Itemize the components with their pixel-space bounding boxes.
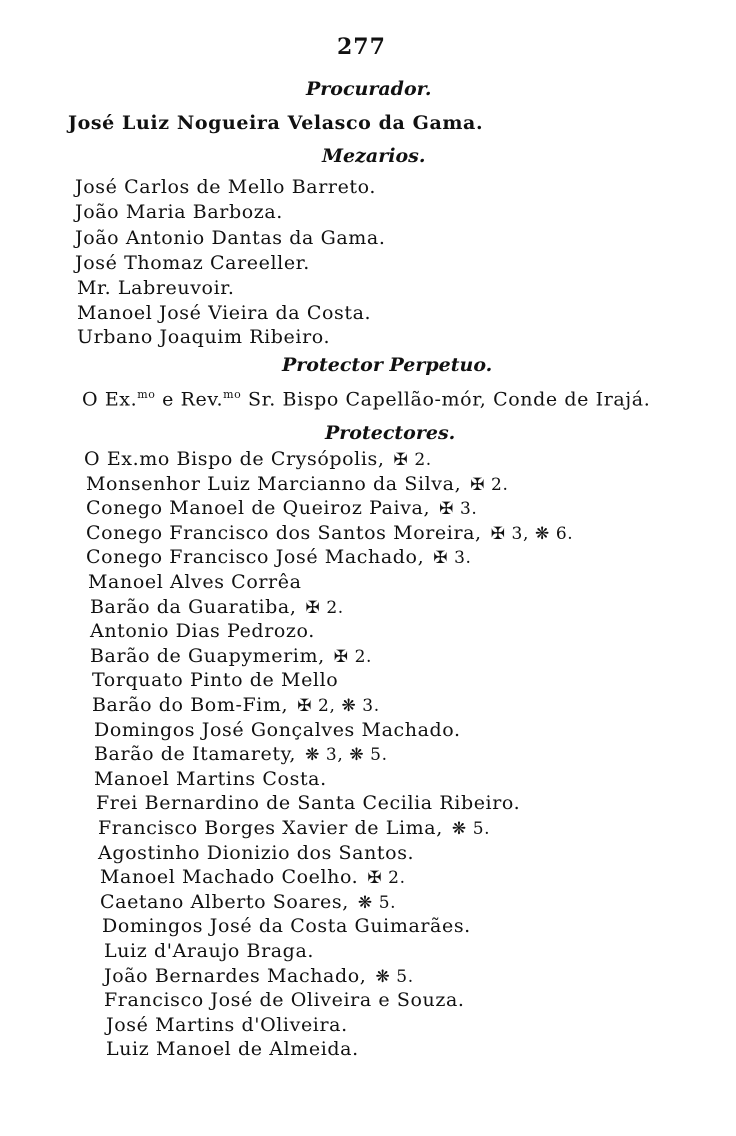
protector-entry — [92, 669, 338, 691]
protector-entry — [90, 645, 375, 667]
protector-entry — [94, 768, 327, 790]
protector-entry — [86, 522, 576, 544]
order-insignia-icon: ❋ 5. — [445, 819, 491, 839]
protector-name: Conego Manoel de Queiroz Paiva, — [86, 497, 431, 519]
protector-name: Agostinho Dionizio dos Santos. — [98, 842, 415, 864]
protector-entry — [86, 546, 475, 568]
protector-name: Antonio Dias Pedrozo. — [90, 620, 315, 642]
procurador-name: José Luiz Nogueira Velasco da Gama. — [68, 112, 484, 134]
order-insignia-icon: ✠ 2. — [361, 868, 406, 888]
protector-name: Luiz Manoel de Almeida. — [106, 1038, 359, 1060]
mezario-name: José Carlos de Mello Barreto. — [75, 176, 376, 198]
heading-protectores: Protectores. — [325, 422, 456, 444]
protector-entry — [104, 965, 417, 987]
mezario-name: Manoel José Vieira da Costa. — [77, 302, 372, 324]
order-insignia-icon: ✠ 2. — [464, 475, 509, 495]
mezario-name: Mr. Labreuvoir. — [77, 277, 235, 299]
mezario-name: José Thomaz Careeller. — [75, 252, 310, 274]
protector-entry — [96, 792, 520, 814]
protector-entry — [104, 989, 465, 1011]
protector-entry — [94, 719, 461, 741]
protector-name: Manoel Alves Corrêa — [88, 571, 302, 593]
protector-name: Luiz d'Araujo Braga. — [104, 940, 315, 962]
protector-entry — [106, 1038, 359, 1060]
protector-name: Manoel Martins Costa. — [94, 768, 327, 790]
order-insignia-icon: ✠ 3, ❋ 6. — [484, 524, 574, 544]
protector-name: Caetano Alberto Soares, — [100, 891, 349, 913]
heading-mezarios: Mezarios. — [322, 145, 426, 167]
order-insignia-icon: ❋ 3, ❋ 5. — [299, 745, 388, 765]
protector-name: Monsenhor Luiz Marcianno da Silva, — [86, 473, 462, 495]
order-insignia-icon: ❋ 5. — [351, 893, 397, 913]
protector-entry — [100, 891, 399, 913]
protector-entry — [92, 694, 383, 716]
protector-name: Domingos José da Costa Guimarães. — [102, 915, 471, 937]
mezario-name: João Maria Barboza. — [75, 201, 283, 223]
protector-entry — [86, 497, 480, 519]
protector-entry — [84, 448, 435, 470]
mezario-name: Urbano Joaquim Ribeiro. — [77, 326, 331, 348]
protector-entry — [94, 743, 391, 765]
protector-name: Barão de Itamarety, — [94, 743, 297, 765]
protector-name: Barão do Bom-Fim, — [92, 694, 289, 716]
protector-name: Conego Francisco dos Santos Moreira, — [86, 522, 482, 544]
order-insignia-icon: ✠ 3. — [427, 548, 472, 568]
page-number: 277 — [337, 34, 386, 60]
protector-name: Francisco Borges Xavier de Lima, — [98, 817, 443, 839]
protector-name: O Ex.mo Bispo de Crysópolis, — [84, 448, 385, 470]
protector-name: Barão de Guapymerim, — [90, 645, 325, 667]
protector-entry — [106, 1014, 348, 1036]
protector-name: José Martins d'Oliveira. — [106, 1014, 348, 1036]
protector-entry — [88, 571, 302, 593]
protector-entry — [98, 817, 493, 839]
order-insignia-icon: ✠ 2, ❋ 3. — [291, 696, 380, 716]
order-insignia-icon: ✠ 2. — [387, 450, 432, 470]
protector-entry — [90, 620, 315, 642]
protector-name: Torquato Pinto de Mello — [92, 669, 339, 691]
protector-name: Domingos José Gonçalves Machado. — [94, 719, 461, 741]
protector-name: Barão da Guaratiba, — [90, 596, 297, 618]
order-insignia-icon: ✠ 3. — [433, 499, 478, 519]
protector-entry — [98, 842, 414, 864]
protector-entry — [86, 473, 511, 495]
heading-protector-perpetuo: Protector Perpetuo. — [282, 354, 493, 376]
protector-entry — [102, 915, 471, 937]
mezario-name: João Antonio Dantas da Gama. — [75, 227, 386, 249]
protector-name: João Bernardes Machado, — [104, 965, 367, 987]
protector-name: Frei Bernardino de Santa Cecilia Ribeiro. — [96, 792, 521, 814]
heading-procurador: Procurador. — [306, 78, 432, 100]
protector-name: Manoel Machado Coelho. — [100, 866, 359, 888]
order-insignia-icon: ❋ 5. — [369, 967, 414, 987]
protector-entry — [90, 596, 347, 618]
protector-name: Conego Francisco José Machado, — [86, 546, 425, 568]
protector-entry — [104, 940, 314, 962]
protector-name: Francisco José de Oliveira e Souza. — [104, 989, 465, 1011]
order-insignia-icon: ✠ 2. — [327, 647, 373, 667]
protector-entry — [100, 866, 409, 888]
protector-perpetuo-line: O Ex.$^{mo}$ e Rev.$^{mo}$ Sr. Bispo Capellão-mór, Conde de Irajá. — [82, 388, 651, 411]
order-insignia-icon: ✠ 2. — [299, 598, 344, 618]
